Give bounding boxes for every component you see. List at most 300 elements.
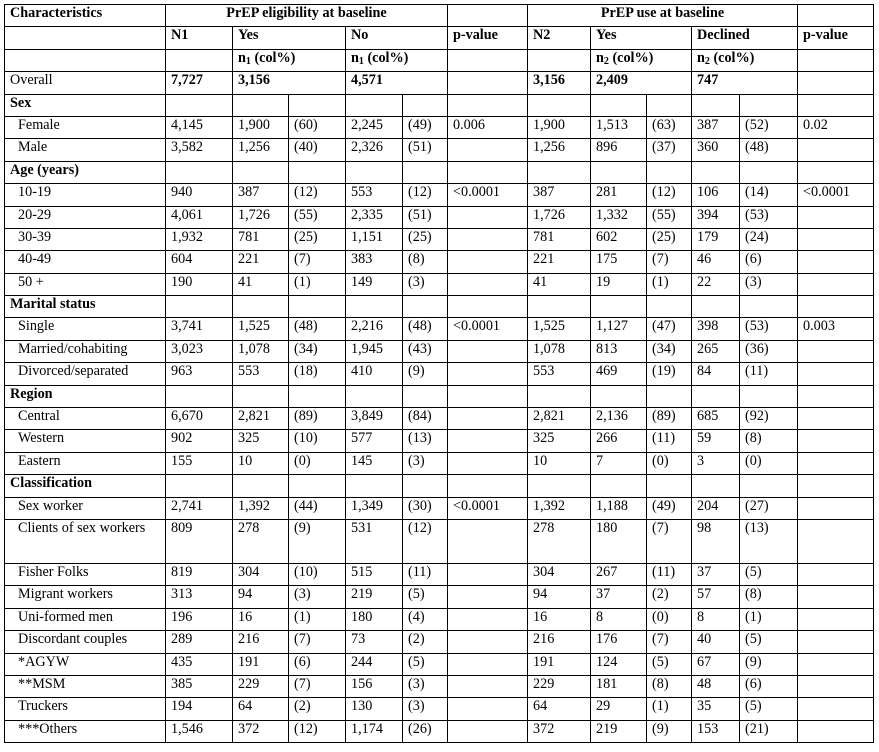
- cell-n1: 3,582: [166, 139, 233, 161]
- cell-y2-n: 19: [591, 273, 647, 295]
- cell-n2: 1,256: [528, 139, 591, 161]
- cell-p2: [798, 139, 874, 161]
- cell-y2-p: (12): [647, 184, 692, 206]
- cell-p1: [448, 228, 528, 250]
- cell-d-n: 685: [692, 408, 740, 430]
- cell-p2: [798, 273, 874, 295]
- table-row: [5, 251, 874, 273]
- cell-no-n: 2,245: [346, 116, 403, 138]
- cell-y2-p: (7): [647, 519, 692, 563]
- n-subscript: 1: [358, 55, 364, 67]
- cell-y2-n: 896: [591, 139, 647, 161]
- cell-yes-p: (3): [289, 586, 346, 608]
- section-spacer: [528, 385, 591, 407]
- section-spacer: [740, 94, 798, 116]
- header-n2-colpct-declined: [692, 49, 798, 71]
- cell-no-n: 244: [346, 653, 403, 675]
- section-spacer: [289, 296, 346, 318]
- section-spacer: [233, 161, 289, 183]
- cell-p2: [798, 653, 874, 675]
- row-label: 10-19: [5, 184, 166, 206]
- row-label: Male: [5, 139, 166, 161]
- section-spacer: [346, 296, 403, 318]
- header-row-2: [5, 27, 874, 49]
- cell-no-p: (25): [403, 228, 448, 250]
- cell-yes-p: (12): [289, 184, 346, 206]
- row-label: 40-49: [5, 251, 166, 273]
- row-label: Truckers: [5, 698, 166, 720]
- cell-p1: [448, 340, 528, 362]
- cell-d-n: 153: [692, 720, 740, 742]
- cell-n1: 902: [166, 430, 233, 452]
- cell-y2-n: 469: [591, 363, 647, 385]
- cell-yes-n: 1,256: [233, 139, 289, 161]
- cell-p2: 0.003: [798, 318, 874, 340]
- section-spacer: [346, 385, 403, 407]
- header-yes: Yes: [233, 27, 346, 49]
- cell-d-p: (24): [740, 228, 798, 250]
- cell-y2-p: (11): [647, 430, 692, 452]
- cell-y2-p: (1): [647, 273, 692, 295]
- cell-n2: 10: [528, 452, 591, 474]
- cell-no-p: (4): [403, 608, 448, 630]
- section-spacer: [166, 296, 233, 318]
- cell-y2-p: (2): [647, 586, 692, 608]
- header-n1-colpct-no: [346, 49, 448, 71]
- cell-p1: [448, 675, 528, 697]
- section-title: Region: [5, 385, 166, 407]
- cell-yes-n: 278: [233, 519, 289, 563]
- table-row: [5, 608, 874, 630]
- cell-y2-n: 124: [591, 653, 647, 675]
- cell-d-n: 46: [692, 251, 740, 273]
- cell-n1: 604: [166, 251, 233, 273]
- section-spacer: [740, 296, 798, 318]
- cell-d-p: (3): [740, 273, 798, 295]
- cell-y2-n: 180: [591, 519, 647, 563]
- cell-d-n: 35: [692, 698, 740, 720]
- section-title: Age (years): [5, 161, 166, 183]
- cell-yes-p: (55): [289, 206, 346, 228]
- cell-n1: 963: [166, 363, 233, 385]
- cell-n1: 1,932: [166, 228, 233, 250]
- cell-no-n: 553: [346, 184, 403, 206]
- cell-no-n: 2,335: [346, 206, 403, 228]
- section-spacer: [403, 475, 448, 497]
- cell-yes-p: (7): [289, 675, 346, 697]
- row-label: Married/cohabiting: [5, 340, 166, 362]
- cell-p2: [798, 563, 874, 585]
- cell-p2: [798, 206, 874, 228]
- header-n1-colpct-yes: [233, 49, 346, 71]
- section-spacer: [692, 161, 740, 183]
- header-row-1: [5, 5, 874, 27]
- cell-y2-p: (37): [647, 139, 692, 161]
- cell-no-n: 145: [346, 452, 403, 474]
- cell-yes-n: 304: [233, 563, 289, 585]
- cell-y2-p: (34): [647, 340, 692, 362]
- cell-n2: 221: [528, 251, 591, 273]
- section-spacer: [528, 475, 591, 497]
- cell-y2-n: 175: [591, 251, 647, 273]
- cell-no-p: (3): [403, 273, 448, 295]
- cell-y2-n: 1,188: [591, 497, 647, 519]
- cell-d-p: (0): [740, 452, 798, 474]
- cell-d-n: 48: [692, 675, 740, 697]
- section-spacer: [798, 161, 874, 183]
- table-row: [5, 273, 874, 295]
- cell-n2: 41: [528, 273, 591, 295]
- cell-n2: 781: [528, 228, 591, 250]
- cell-yes-p: (7): [289, 251, 346, 273]
- section-spacer: [166, 94, 233, 116]
- header-spacer: [528, 49, 591, 71]
- header-spacer: [5, 27, 166, 49]
- cell-y2-n: 1,332: [591, 206, 647, 228]
- cell-p1: [448, 631, 528, 653]
- cell-n1: 940: [166, 184, 233, 206]
- section-spacer: [346, 94, 403, 116]
- section-spacer: [166, 161, 233, 183]
- cell-d-n: 67: [692, 653, 740, 675]
- cell-no-p: (3): [403, 698, 448, 720]
- cell-no-p: (12): [403, 184, 448, 206]
- cell-p2: [798, 228, 874, 250]
- section-spacer: [798, 385, 874, 407]
- cell-yes-p: (18): [289, 363, 346, 385]
- row-label: *AGYW: [5, 653, 166, 675]
- cell-p1: [448, 653, 528, 675]
- n-prefix: n: [697, 49, 705, 66]
- overall-yes2: 2,409: [591, 72, 692, 94]
- section-spacer: [166, 385, 233, 407]
- header-no: No: [346, 27, 448, 49]
- cell-y2-p: (63): [647, 116, 692, 138]
- cell-no-n: 1,945: [346, 340, 403, 362]
- cell-no-n: 219: [346, 586, 403, 608]
- cell-d-p: (21): [740, 720, 798, 742]
- section-spacer: [403, 296, 448, 318]
- cell-n2: 387: [528, 184, 591, 206]
- overall-yes: 3,156: [233, 72, 346, 94]
- cell-y2-p: (89): [647, 408, 692, 430]
- table-row: [5, 318, 874, 340]
- cell-y2-n: 267: [591, 563, 647, 585]
- cell-no-n: 2,326: [346, 139, 403, 161]
- n-subscript: 1: [245, 55, 251, 67]
- cell-p1: [448, 608, 528, 630]
- cell-p1: <0.0001: [448, 497, 528, 519]
- section-spacer: [403, 161, 448, 183]
- cell-n1: 809: [166, 519, 233, 563]
- section-spacer: [289, 475, 346, 497]
- table-row: [5, 586, 874, 608]
- table-row: [5, 139, 874, 161]
- cell-y2-n: 29: [591, 698, 647, 720]
- table-row: [5, 430, 874, 452]
- cell-n2: 64: [528, 698, 591, 720]
- header-spacer: [5, 49, 166, 71]
- cell-no-n: 180: [346, 608, 403, 630]
- section-title: Sex: [5, 94, 166, 116]
- row-label: Uni-formed men: [5, 608, 166, 630]
- cell-n1: 385: [166, 675, 233, 697]
- cell-p2: [798, 608, 874, 630]
- cell-n2: 372: [528, 720, 591, 742]
- section-spacer: [798, 94, 874, 116]
- cell-no-p: (3): [403, 675, 448, 697]
- cell-yes-p: (10): [289, 563, 346, 585]
- overall-row: [5, 72, 874, 94]
- header-yes2: Yes: [591, 27, 692, 49]
- table-row: [5, 363, 874, 385]
- cell-d-n: 22: [692, 273, 740, 295]
- cell-d-n: 387: [692, 116, 740, 138]
- section-spacer: [448, 94, 528, 116]
- cell-d-n: 398: [692, 318, 740, 340]
- cell-n1: 2,741: [166, 497, 233, 519]
- cell-p2: [798, 586, 874, 608]
- header-n2: N2: [528, 27, 591, 49]
- section-spacer: [798, 296, 874, 318]
- col-suffix: (col%): [608, 49, 654, 66]
- section-spacer: [289, 94, 346, 116]
- cell-d-n: 8: [692, 608, 740, 630]
- section-spacer: [233, 296, 289, 318]
- cell-y2-p: (47): [647, 318, 692, 340]
- row-label: Clients of sex workers: [5, 519, 166, 563]
- header-n2-colpct-yes: [591, 49, 692, 71]
- cell-n2: 1,392: [528, 497, 591, 519]
- cell-no-p: (84): [403, 408, 448, 430]
- cell-p1: [448, 430, 528, 452]
- cell-d-n: 394: [692, 206, 740, 228]
- cell-yes-p: (7): [289, 631, 346, 653]
- cell-d-p: (5): [740, 631, 798, 653]
- cell-d-n: 204: [692, 497, 740, 519]
- row-label: **MSM: [5, 675, 166, 697]
- cell-no-n: 577: [346, 430, 403, 452]
- cell-yes-p: (40): [289, 139, 346, 161]
- cell-no-p: (11): [403, 563, 448, 585]
- row-label: Divorced/separated: [5, 363, 166, 385]
- cell-d-p: (14): [740, 184, 798, 206]
- cell-yes-p: (34): [289, 340, 346, 362]
- n-prefix: n: [596, 49, 604, 66]
- header-spacer: [798, 49, 874, 71]
- header-spacer: [798, 5, 874, 27]
- cell-y2-p: (8): [647, 675, 692, 697]
- table-row: [5, 116, 874, 138]
- cell-n2: 1,726: [528, 206, 591, 228]
- cell-y2-p: (5): [647, 653, 692, 675]
- cell-yes-n: 1,078: [233, 340, 289, 362]
- cell-no-n: 3,849: [346, 408, 403, 430]
- section-spacer: [647, 475, 692, 497]
- cell-yes-n: 372: [233, 720, 289, 742]
- header-spacer: [448, 5, 528, 27]
- section-spacer: [528, 296, 591, 318]
- cell-d-p: (9): [740, 653, 798, 675]
- cell-yes-n: 1,392: [233, 497, 289, 519]
- overall-declined: 747: [692, 72, 798, 94]
- section-header-row: [5, 94, 874, 116]
- cell-yes-p: (6): [289, 653, 346, 675]
- cell-yes-n: 191: [233, 653, 289, 675]
- cell-p2: [798, 698, 874, 720]
- cell-y2-p: (7): [647, 251, 692, 273]
- row-label: Eastern: [5, 452, 166, 474]
- cell-n1: 4,145: [166, 116, 233, 138]
- cell-y2-n: 813: [591, 340, 647, 362]
- cell-no-n: 130: [346, 698, 403, 720]
- cell-d-n: 3: [692, 452, 740, 474]
- cell-no-n: 156: [346, 675, 403, 697]
- cell-n1: 435: [166, 653, 233, 675]
- cell-no-p: (5): [403, 653, 448, 675]
- cell-p2: [798, 452, 874, 474]
- cell-n2: 1,078: [528, 340, 591, 362]
- cell-yes-n: 16: [233, 608, 289, 630]
- cell-p2: [798, 340, 874, 362]
- section-spacer: [403, 385, 448, 407]
- header-spacer: [166, 49, 233, 71]
- cell-d-p: (6): [740, 675, 798, 697]
- cell-y2-n: 1,127: [591, 318, 647, 340]
- section-spacer: [346, 161, 403, 183]
- cell-d-p: (8): [740, 586, 798, 608]
- cell-yes-p: (9): [289, 519, 346, 563]
- cell-p1: [448, 698, 528, 720]
- col-suffix: (col%): [709, 49, 755, 66]
- section-spacer: [448, 161, 528, 183]
- cell-no-n: 1,151: [346, 228, 403, 250]
- row-label: 30-39: [5, 228, 166, 250]
- cell-n2: 216: [528, 631, 591, 653]
- overall-pvalue: [448, 72, 528, 94]
- cell-no-p: (48): [403, 318, 448, 340]
- cell-yes-n: 1,900: [233, 116, 289, 138]
- row-label: Migrant workers: [5, 586, 166, 608]
- cell-y2-n: 7: [591, 452, 647, 474]
- prep-characteristics-table: [4, 4, 874, 743]
- cell-n2: 191: [528, 653, 591, 675]
- cell-yes-n: 387: [233, 184, 289, 206]
- section-spacer: [740, 475, 798, 497]
- section-spacer: [448, 385, 528, 407]
- col-suffix: (col%): [250, 49, 296, 66]
- cell-p1: [448, 720, 528, 742]
- cell-p1: [448, 139, 528, 161]
- cell-d-p: (6): [740, 251, 798, 273]
- cell-y2-n: 1,513: [591, 116, 647, 138]
- cell-n1: 289: [166, 631, 233, 653]
- row-label: Female: [5, 116, 166, 138]
- cell-yes-n: 1,525: [233, 318, 289, 340]
- cell-y2-p: (25): [647, 228, 692, 250]
- overall-label: Overall: [5, 72, 166, 94]
- cell-no-p: (30): [403, 497, 448, 519]
- section-spacer: [692, 94, 740, 116]
- cell-y2-p: (49): [647, 497, 692, 519]
- cell-p2: [798, 631, 874, 653]
- cell-p1: [448, 452, 528, 474]
- cell-n1: 4,061: [166, 206, 233, 228]
- cell-y2-p: (7): [647, 631, 692, 653]
- table-row: [5, 631, 874, 653]
- section-spacer: [692, 475, 740, 497]
- cell-d-n: 265: [692, 340, 740, 362]
- table-row: [5, 720, 874, 742]
- cell-d-p: (27): [740, 497, 798, 519]
- section-spacer: [591, 94, 647, 116]
- cell-d-p: (53): [740, 318, 798, 340]
- section-spacer: [692, 296, 740, 318]
- cell-n1: 1,546: [166, 720, 233, 742]
- section-spacer: [591, 475, 647, 497]
- cell-n2: 229: [528, 675, 591, 697]
- section-spacer: [166, 475, 233, 497]
- cell-yes-p: (44): [289, 497, 346, 519]
- cell-yes-n: 325: [233, 430, 289, 452]
- cell-yes-p: (1): [289, 273, 346, 295]
- cell-p2: [798, 497, 874, 519]
- cell-no-p: (13): [403, 430, 448, 452]
- header-group-eligibility: PrEP eligibility at baseline: [166, 5, 448, 27]
- table-row: [5, 563, 874, 585]
- cell-p2: [798, 675, 874, 697]
- table-row: [5, 675, 874, 697]
- section-spacer: [647, 94, 692, 116]
- section-spacer: [233, 475, 289, 497]
- cell-n2: 278: [528, 519, 591, 563]
- cell-yes-p: (0): [289, 452, 346, 474]
- cell-n2: 304: [528, 563, 591, 585]
- cell-y2-n: 219: [591, 720, 647, 742]
- cell-n1: 313: [166, 586, 233, 608]
- cell-n1: 3,023: [166, 340, 233, 362]
- table-row: [5, 519, 874, 563]
- cell-p1: [448, 519, 528, 563]
- cell-d-n: 40: [692, 631, 740, 653]
- cell-p2: <0.0001: [798, 184, 874, 206]
- overall-pvalue2: [798, 72, 874, 94]
- cell-no-p: (49): [403, 116, 448, 138]
- cell-p2: [798, 430, 874, 452]
- cell-y2-p: (1): [647, 698, 692, 720]
- cell-yes-p: (10): [289, 430, 346, 452]
- cell-n2: 94: [528, 586, 591, 608]
- cell-y2-n: 176: [591, 631, 647, 653]
- header-pvalue2: p-value: [798, 27, 874, 49]
- table-row: [5, 452, 874, 474]
- cell-p1: [448, 408, 528, 430]
- cell-no-n: 1,349: [346, 497, 403, 519]
- cell-no-p: (2): [403, 631, 448, 653]
- section-spacer: [647, 385, 692, 407]
- cell-d-p: (92): [740, 408, 798, 430]
- cell-yes-n: 64: [233, 698, 289, 720]
- cell-y2-n: 266: [591, 430, 647, 452]
- cell-yes-p: (48): [289, 318, 346, 340]
- cell-n1: 6,670: [166, 408, 233, 430]
- cell-y2-n: 281: [591, 184, 647, 206]
- table-row: [5, 698, 874, 720]
- cell-yes-n: 1,726: [233, 206, 289, 228]
- cell-d-p: (52): [740, 116, 798, 138]
- section-spacer: [233, 385, 289, 407]
- cell-no-n: 2,216: [346, 318, 403, 340]
